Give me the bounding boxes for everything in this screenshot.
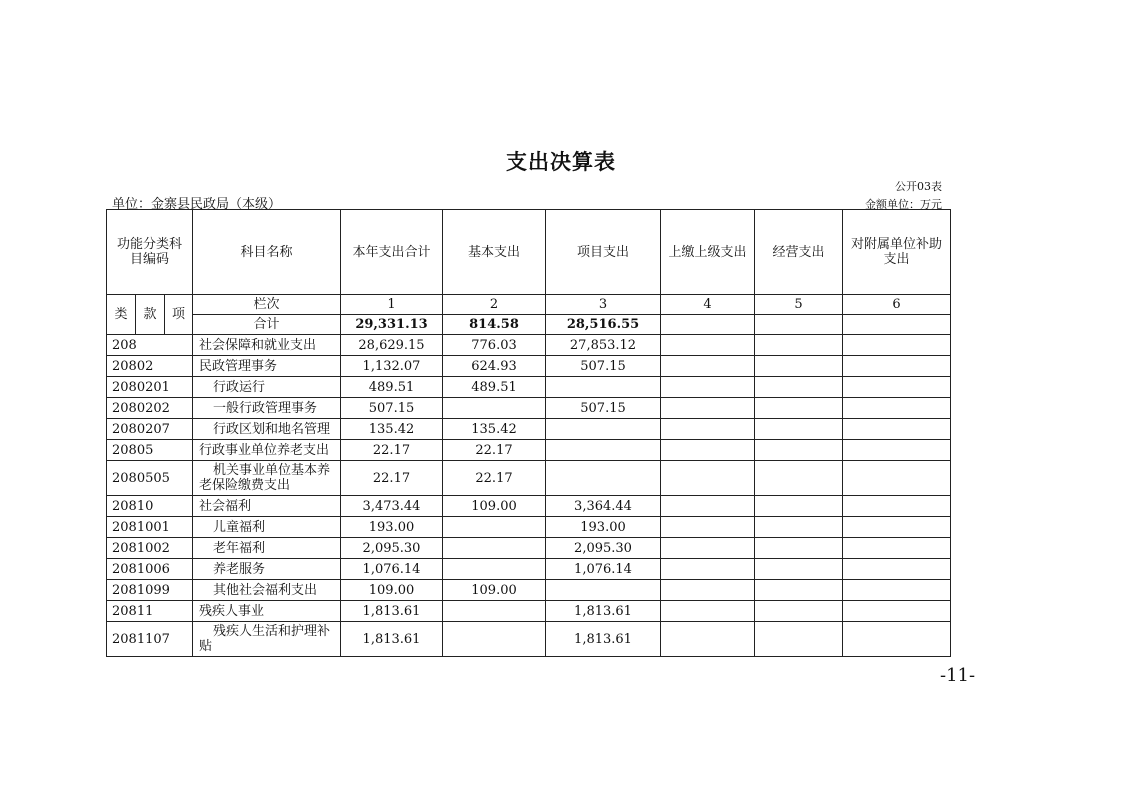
table-row <box>107 419 951 440</box>
table-row <box>107 601 951 622</box>
row-code: 20802 <box>107 356 193 377</box>
table-row <box>107 440 951 461</box>
row-code: 2080201 <box>107 377 193 398</box>
form-code: 公开03表 <box>895 180 942 193</box>
row-project <box>546 580 661 601</box>
row-basic <box>443 622 546 657</box>
row-total: 507.15 <box>341 398 443 419</box>
header-subsidy: 对附属单位补助支出 <box>843 210 951 295</box>
header-basic: 基本支出 <box>443 210 546 295</box>
row-project <box>546 440 661 461</box>
row-total: 22.17 <box>341 461 443 496</box>
col-num-6: 6 <box>843 295 951 315</box>
row-basic <box>443 601 546 622</box>
row-code: 2080505 <box>107 461 193 496</box>
amount-unit-label: 金额单位：万元 <box>865 198 942 211</box>
row-project: 507.15 <box>546 356 661 377</box>
expenditure-table <box>106 209 951 657</box>
row-name: 残疾人事业 <box>193 601 341 622</box>
page-title: 支出决算表 <box>506 149 616 174</box>
header-func-code: 功能分类科目编码 <box>107 210 193 295</box>
table-row <box>107 580 951 601</box>
row-code: 2081002 <box>107 538 193 559</box>
col-num-3: 3 <box>546 295 661 315</box>
row-name: 行政区划和地名管理 <box>193 419 341 440</box>
table-row <box>107 335 951 356</box>
row-total: 193.00 <box>341 517 443 538</box>
row-name: 社会保障和就业支出 <box>193 335 341 356</box>
row-basic <box>443 517 546 538</box>
row-project <box>546 461 661 496</box>
table-row <box>107 377 951 398</box>
row-code: 2080202 <box>107 398 193 419</box>
total-amount: 29,331.13 <box>341 315 443 335</box>
table-row <box>107 559 951 580</box>
header-subject-name: 科目名称 <box>193 210 341 295</box>
row-name: 民政管理事务 <box>193 356 341 377</box>
header-kuan: 款 <box>136 295 165 335</box>
row-total: 22.17 <box>341 440 443 461</box>
header-lei: 类 <box>107 295 136 335</box>
row-project: 193.00 <box>546 517 661 538</box>
row-project: 507.15 <box>546 398 661 419</box>
row-project <box>546 377 661 398</box>
row-code: 20810 <box>107 496 193 517</box>
row-basic: 22.17 <box>443 440 546 461</box>
row-total: 489.51 <box>341 377 443 398</box>
row-project <box>546 419 661 440</box>
row-name: 行政运行 <box>193 377 341 398</box>
row-code: 2081099 <box>107 580 193 601</box>
table-row <box>107 517 951 538</box>
row-basic <box>443 398 546 419</box>
row-total: 28,629.15 <box>341 335 443 356</box>
header-business: 经营支出 <box>755 210 843 295</box>
row-total: 109.00 <box>341 580 443 601</box>
row-basic: 109.00 <box>443 496 546 517</box>
header-xiang: 项 <box>165 295 193 335</box>
row-code: 2081001 <box>107 517 193 538</box>
row-project: 27,853.12 <box>546 335 661 356</box>
col-num-5: 5 <box>755 295 843 315</box>
row-name: 机关事业单位基本养老保险缴费支出 <box>193 461 341 496</box>
row-project: 3,364.44 <box>546 496 661 517</box>
row-total: 3,473.44 <box>341 496 443 517</box>
row-total: 1,813.61 <box>341 622 443 657</box>
row-name: 社会福利 <box>193 496 341 517</box>
row-name: 儿童福利 <box>193 517 341 538</box>
row-name: 行政事业单位养老支出 <box>193 440 341 461</box>
row-name: 老年福利 <box>193 538 341 559</box>
row-basic: 489.51 <box>443 377 546 398</box>
page-number: -11- <box>940 665 976 686</box>
table-row <box>107 538 951 559</box>
row-project: 2,095.30 <box>546 538 661 559</box>
total-business <box>755 315 843 335</box>
row-basic <box>443 559 546 580</box>
row-basic: 135.42 <box>443 419 546 440</box>
header-lanci: 栏次 <box>193 295 341 315</box>
col-num-4: 4 <box>661 295 755 315</box>
row-basic <box>443 538 546 559</box>
total-label: 合计 <box>193 315 341 335</box>
row-total: 1,132.07 <box>341 356 443 377</box>
row-total: 1,813.61 <box>341 601 443 622</box>
col-num-2: 2 <box>443 295 546 315</box>
table-row <box>107 461 951 496</box>
row-code: 20811 <box>107 601 193 622</box>
row-code: 20805 <box>107 440 193 461</box>
header-upper: 上缴上级支出 <box>661 210 755 295</box>
row-basic: 624.93 <box>443 356 546 377</box>
row-total: 1,076.14 <box>341 559 443 580</box>
row-code: 2080207 <box>107 419 193 440</box>
header-total: 本年支出合计 <box>341 210 443 295</box>
total-upper <box>661 315 755 335</box>
row-code: 2081006 <box>107 559 193 580</box>
row-project: 1,813.61 <box>546 601 661 622</box>
table-row <box>107 356 951 377</box>
table-row <box>107 496 951 517</box>
total-subsidy <box>843 315 951 335</box>
table-row <box>107 622 951 657</box>
row-name: 养老服务 <box>193 559 341 580</box>
row-project: 1,813.61 <box>546 622 661 657</box>
row-name: 一般行政管理事务 <box>193 398 341 419</box>
total-row <box>107 315 951 335</box>
row-name: 其他社会福利支出 <box>193 580 341 601</box>
row-basic: 109.00 <box>443 580 546 601</box>
row-project: 1,076.14 <box>546 559 661 580</box>
header-project: 项目支出 <box>546 210 661 295</box>
row-basic: 22.17 <box>443 461 546 496</box>
row-code: 2081107 <box>107 622 193 657</box>
total-basic: 814.58 <box>443 315 546 335</box>
table-row <box>107 398 951 419</box>
row-total: 135.42 <box>341 419 443 440</box>
total-project: 28,516.55 <box>546 315 661 335</box>
row-name: 残疾人生活和护理补贴 <box>193 622 341 657</box>
unit-label: 单位：金寨县民政局（本级） <box>112 197 282 212</box>
row-total: 2,095.30 <box>341 538 443 559</box>
row-basic: 776.03 <box>443 335 546 356</box>
col-num-1: 1 <box>341 295 443 315</box>
row-code: 208 <box>107 335 193 356</box>
